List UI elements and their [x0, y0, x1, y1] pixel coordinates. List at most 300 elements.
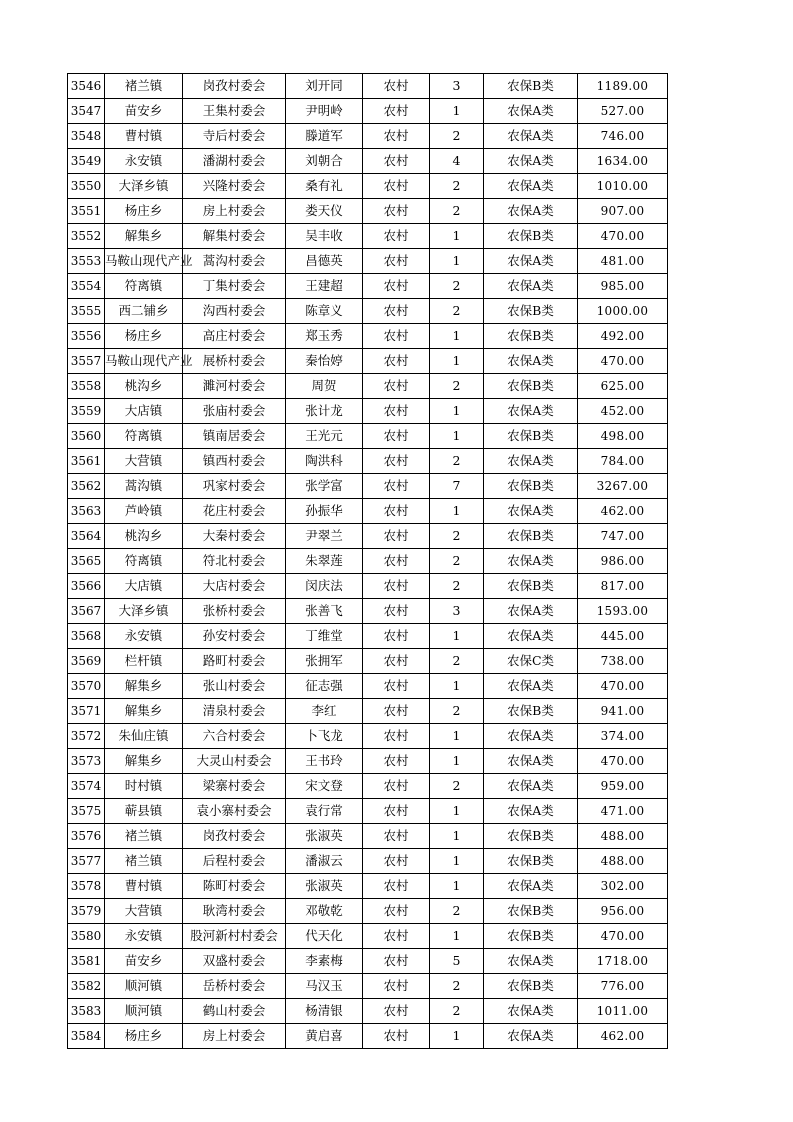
village-committee-cell: 鹤山村委会	[183, 999, 286, 1024]
amount-cell: 470.00	[578, 924, 668, 949]
person-name-cell: 丁维堂	[286, 624, 363, 649]
table-row	[68, 549, 668, 574]
person-name-cell: 娄天仪	[286, 199, 363, 224]
household-size-cell: 2	[430, 174, 484, 199]
area-type-cell: 农村	[363, 599, 430, 624]
village-committee-cell: 寺后村委会	[183, 124, 286, 149]
township-cell: 曹村镇	[105, 124, 183, 149]
table-row	[68, 974, 668, 999]
table-row	[68, 874, 668, 899]
insurance-category-cell: 农保B类	[484, 974, 578, 999]
insurance-category-cell: 农保A类	[484, 549, 578, 574]
row-number-cell: 3569	[68, 649, 105, 674]
roster-table	[67, 73, 668, 1049]
insurance-category-cell: 农保B类	[484, 474, 578, 499]
village-committee-cell: 沟西村委会	[183, 299, 286, 324]
township-cell: 褚兰镇	[105, 74, 183, 99]
township-cell: 大营镇	[105, 899, 183, 924]
area-type-cell: 农村	[363, 924, 430, 949]
amount-cell: 488.00	[578, 849, 668, 874]
township-cell: 芦岭镇	[105, 499, 183, 524]
table-row	[68, 999, 668, 1024]
amount-cell: 470.00	[578, 674, 668, 699]
village-committee-cell: 兴隆村委会	[183, 174, 286, 199]
table-row	[68, 574, 668, 599]
township-cell: 蕲县镇	[105, 799, 183, 824]
area-type-cell: 农村	[363, 774, 430, 799]
table-row	[68, 124, 668, 149]
table-row	[68, 399, 668, 424]
village-committee-cell: 蒿沟村委会	[183, 249, 286, 274]
village-committee-cell: 股河新村村委会	[183, 924, 286, 949]
amount-cell: 1718.00	[578, 949, 668, 974]
insurance-category-cell: 农保A类	[484, 749, 578, 774]
table-row	[68, 374, 668, 399]
township-cell: 马鞍山现代产业	[105, 249, 183, 274]
area-type-cell: 农村	[363, 199, 430, 224]
household-size-cell: 2	[430, 649, 484, 674]
insurance-category-cell: 农保A类	[484, 599, 578, 624]
area-type-cell: 农村	[363, 574, 430, 599]
row-number-cell: 3559	[68, 399, 105, 424]
table-row	[68, 824, 668, 849]
row-number-cell: 3567	[68, 599, 105, 624]
village-committee-cell: 高庄村委会	[183, 324, 286, 349]
insurance-category-cell: 农保A类	[484, 174, 578, 199]
amount-cell: 481.00	[578, 249, 668, 274]
area-type-cell: 农村	[363, 149, 430, 174]
village-committee-cell: 路町村委会	[183, 649, 286, 674]
village-committee-cell: 后程村委会	[183, 849, 286, 874]
township-cell: 永安镇	[105, 624, 183, 649]
township-cell: 朱仙庄镇	[105, 724, 183, 749]
table-row	[68, 849, 668, 874]
row-number-cell: 3566	[68, 574, 105, 599]
village-committee-cell: 潘湖村委会	[183, 149, 286, 174]
area-type-cell: 农村	[363, 374, 430, 399]
person-name-cell: 郑玉秀	[286, 324, 363, 349]
table-row	[68, 749, 668, 774]
person-name-cell: 张淑英	[286, 874, 363, 899]
area-type-cell: 农村	[363, 174, 430, 199]
township-cell: 曹村镇	[105, 874, 183, 899]
person-name-cell: 张计龙	[286, 399, 363, 424]
township-cell: 西二铺乡	[105, 299, 183, 324]
amount-cell: 784.00	[578, 449, 668, 474]
village-committee-cell: 濉河村委会	[183, 374, 286, 399]
person-name-cell: 代天化	[286, 924, 363, 949]
insurance-category-cell: 农保A类	[484, 199, 578, 224]
township-cell: 褚兰镇	[105, 824, 183, 849]
amount-cell: 941.00	[578, 699, 668, 724]
person-name-cell: 昌德英	[286, 249, 363, 274]
row-number-cell: 3553	[68, 249, 105, 274]
row-number-cell: 3577	[68, 849, 105, 874]
row-number-cell: 3582	[68, 974, 105, 999]
row-number-cell: 3583	[68, 999, 105, 1024]
household-size-cell: 2	[430, 549, 484, 574]
person-name-cell: 邓敬乾	[286, 899, 363, 924]
table-row	[68, 724, 668, 749]
row-number-cell: 3574	[68, 774, 105, 799]
township-cell: 栏杆镇	[105, 649, 183, 674]
insurance-category-cell: 农保B类	[484, 699, 578, 724]
insurance-category-cell: 农保B类	[484, 524, 578, 549]
area-type-cell: 农村	[363, 349, 430, 374]
village-committee-cell: 岗孜村委会	[183, 824, 286, 849]
township-cell: 符离镇	[105, 274, 183, 299]
village-committee-cell: 耿湾村委会	[183, 899, 286, 924]
insurance-category-cell: 农保A类	[484, 349, 578, 374]
village-committee-cell: 符北村委会	[183, 549, 286, 574]
insurance-category-cell: 农保C类	[484, 649, 578, 674]
amount-cell: 527.00	[578, 99, 668, 124]
insurance-category-cell: 农保B类	[484, 299, 578, 324]
row-number-cell: 3558	[68, 374, 105, 399]
amount-cell: 302.00	[578, 874, 668, 899]
row-number-cell: 3572	[68, 724, 105, 749]
person-name-cell: 李素梅	[286, 949, 363, 974]
village-committee-cell: 袁小寨村委会	[183, 799, 286, 824]
row-number-cell: 3571	[68, 699, 105, 724]
household-size-cell: 1	[430, 499, 484, 524]
area-type-cell: 农村	[363, 399, 430, 424]
person-name-cell: 王建超	[286, 274, 363, 299]
township-cell: 苗安乡	[105, 99, 183, 124]
household-size-cell: 1	[430, 849, 484, 874]
table-body	[68, 74, 668, 1049]
household-size-cell: 2	[430, 774, 484, 799]
township-cell: 符离镇	[105, 549, 183, 574]
household-size-cell: 2	[430, 124, 484, 149]
household-size-cell: 2	[430, 449, 484, 474]
amount-cell: 1593.00	[578, 599, 668, 624]
area-type-cell: 农村	[363, 999, 430, 1024]
row-number-cell: 3560	[68, 424, 105, 449]
amount-cell: 498.00	[578, 424, 668, 449]
household-size-cell: 1	[430, 1024, 484, 1049]
township-cell: 时村镇	[105, 774, 183, 799]
area-type-cell: 农村	[363, 824, 430, 849]
household-size-cell: 2	[430, 699, 484, 724]
township-cell: 解集乡	[105, 699, 183, 724]
person-name-cell: 王书玲	[286, 749, 363, 774]
township-cell: 桃沟乡	[105, 524, 183, 549]
household-size-cell: 1	[430, 624, 484, 649]
person-name-cell: 吴丰收	[286, 224, 363, 249]
table-row	[68, 599, 668, 624]
insurance-category-cell: 农保A类	[484, 274, 578, 299]
amount-cell: 471.00	[578, 799, 668, 824]
village-committee-cell: 张山村委会	[183, 674, 286, 699]
insurance-category-cell: 农保A类	[484, 949, 578, 974]
amount-cell: 462.00	[578, 1024, 668, 1049]
insurance-category-cell: 农保A类	[484, 1024, 578, 1049]
row-number-cell: 3550	[68, 174, 105, 199]
household-size-cell: 1	[430, 799, 484, 824]
person-name-cell: 袁行常	[286, 799, 363, 824]
amount-cell: 470.00	[578, 349, 668, 374]
amount-cell: 747.00	[578, 524, 668, 549]
township-cell: 大泽乡镇	[105, 174, 183, 199]
row-number-cell: 3575	[68, 799, 105, 824]
person-name-cell: 张拥军	[286, 649, 363, 674]
table-row	[68, 274, 668, 299]
village-committee-cell: 岗孜村委会	[183, 74, 286, 99]
household-size-cell: 2	[430, 899, 484, 924]
township-cell: 解集乡	[105, 674, 183, 699]
township-cell: 顺河镇	[105, 999, 183, 1024]
area-type-cell: 农村	[363, 424, 430, 449]
household-size-cell: 2	[430, 299, 484, 324]
township-cell: 大营镇	[105, 449, 183, 474]
row-number-cell: 3579	[68, 899, 105, 924]
person-name-cell: 潘淑云	[286, 849, 363, 874]
person-name-cell: 张善飞	[286, 599, 363, 624]
household-size-cell: 1	[430, 674, 484, 699]
insurance-category-cell: 农保A类	[484, 874, 578, 899]
household-size-cell: 2	[430, 374, 484, 399]
amount-cell: 1000.00	[578, 299, 668, 324]
insurance-category-cell: 农保A类	[484, 124, 578, 149]
township-cell: 解集乡	[105, 224, 183, 249]
village-committee-cell: 大灵山村委会	[183, 749, 286, 774]
insurance-category-cell: 农保B类	[484, 224, 578, 249]
amount-cell: 488.00	[578, 824, 668, 849]
village-committee-cell: 陈町村委会	[183, 874, 286, 899]
row-number-cell: 3580	[68, 924, 105, 949]
table-row	[68, 299, 668, 324]
village-committee-cell: 房上村委会	[183, 1024, 286, 1049]
household-size-cell: 1	[430, 349, 484, 374]
person-name-cell: 刘开同	[286, 74, 363, 99]
amount-cell: 738.00	[578, 649, 668, 674]
amount-cell: 374.00	[578, 724, 668, 749]
person-name-cell: 朱翠莲	[286, 549, 363, 574]
amount-cell: 985.00	[578, 274, 668, 299]
household-size-cell: 1	[430, 324, 484, 349]
person-name-cell: 桑有礼	[286, 174, 363, 199]
household-size-cell: 1	[430, 99, 484, 124]
person-name-cell: 卜飞龙	[286, 724, 363, 749]
person-name-cell: 秦怡婷	[286, 349, 363, 374]
village-committee-cell: 丁集村委会	[183, 274, 286, 299]
area-type-cell: 农村	[363, 474, 430, 499]
person-name-cell: 马汉玉	[286, 974, 363, 999]
person-name-cell: 宋文登	[286, 774, 363, 799]
row-number-cell: 3561	[68, 449, 105, 474]
household-size-cell: 2	[430, 199, 484, 224]
insurance-category-cell: 农保B类	[484, 849, 578, 874]
household-size-cell: 5	[430, 949, 484, 974]
area-type-cell: 农村	[363, 799, 430, 824]
insurance-category-cell: 农保A类	[484, 799, 578, 824]
table-row	[68, 224, 668, 249]
table-row	[68, 949, 668, 974]
row-number-cell: 3568	[68, 624, 105, 649]
amount-cell: 445.00	[578, 624, 668, 649]
row-number-cell: 3578	[68, 874, 105, 899]
person-name-cell: 闵庆法	[286, 574, 363, 599]
insurance-category-cell: 农保B类	[484, 374, 578, 399]
person-name-cell: 张淑英	[286, 824, 363, 849]
insurance-category-cell: 农保A类	[484, 999, 578, 1024]
table-row	[68, 649, 668, 674]
amount-cell: 470.00	[578, 749, 668, 774]
household-size-cell: 2	[430, 574, 484, 599]
village-committee-cell: 巩家村委会	[183, 474, 286, 499]
amount-cell: 907.00	[578, 199, 668, 224]
household-size-cell: 4	[430, 149, 484, 174]
insurance-category-cell: 农保B类	[484, 574, 578, 599]
insurance-category-cell: 农保B类	[484, 924, 578, 949]
person-name-cell: 刘朝合	[286, 149, 363, 174]
village-committee-cell: 镇南居委会	[183, 424, 286, 449]
insurance-category-cell: 农保A类	[484, 399, 578, 424]
household-size-cell: 1	[430, 249, 484, 274]
table-row	[68, 799, 668, 824]
village-committee-cell: 大秦村委会	[183, 524, 286, 549]
row-number-cell: 3573	[68, 749, 105, 774]
person-name-cell: 滕道军	[286, 124, 363, 149]
table-row	[68, 74, 668, 99]
table-row	[68, 424, 668, 449]
table-row	[68, 674, 668, 699]
township-cell: 杨庄乡	[105, 324, 183, 349]
insurance-category-cell: 农保A类	[484, 99, 578, 124]
area-type-cell: 农村	[363, 899, 430, 924]
person-name-cell: 征志强	[286, 674, 363, 699]
table-row	[68, 624, 668, 649]
insurance-category-cell: 农保A类	[484, 624, 578, 649]
village-committee-cell: 花庄村委会	[183, 499, 286, 524]
table-row	[68, 924, 668, 949]
amount-cell: 462.00	[578, 499, 668, 524]
area-type-cell: 农村	[363, 224, 430, 249]
village-committee-cell: 镇西村委会	[183, 449, 286, 474]
row-number-cell: 3549	[68, 149, 105, 174]
amount-cell: 817.00	[578, 574, 668, 599]
household-size-cell: 1	[430, 924, 484, 949]
table-row	[68, 699, 668, 724]
area-type-cell: 农村	[363, 324, 430, 349]
township-cell: 大店镇	[105, 574, 183, 599]
area-type-cell: 农村	[363, 674, 430, 699]
area-type-cell: 农村	[363, 849, 430, 874]
table-row	[68, 524, 668, 549]
row-number-cell: 3557	[68, 349, 105, 374]
area-type-cell: 农村	[363, 974, 430, 999]
household-size-cell: 2	[430, 274, 484, 299]
table-row	[68, 99, 668, 124]
township-cell: 解集乡	[105, 749, 183, 774]
insurance-category-cell: 农保A类	[484, 499, 578, 524]
amount-cell: 956.00	[578, 899, 668, 924]
area-type-cell: 农村	[363, 699, 430, 724]
household-size-cell: 3	[430, 599, 484, 624]
household-size-cell: 1	[430, 424, 484, 449]
village-committee-cell: 岳桥村委会	[183, 974, 286, 999]
row-number-cell: 3570	[68, 674, 105, 699]
amount-cell: 1011.00	[578, 999, 668, 1024]
amount-cell: 986.00	[578, 549, 668, 574]
area-type-cell: 农村	[363, 649, 430, 674]
row-number-cell: 3576	[68, 824, 105, 849]
insurance-category-cell: 农保B类	[484, 424, 578, 449]
village-committee-cell: 张庙村委会	[183, 399, 286, 424]
row-number-cell: 3564	[68, 524, 105, 549]
row-number-cell: 3552	[68, 224, 105, 249]
person-name-cell: 周贺	[286, 374, 363, 399]
household-size-cell: 1	[430, 724, 484, 749]
area-type-cell: 农村	[363, 449, 430, 474]
area-type-cell: 农村	[363, 99, 430, 124]
amount-cell: 492.00	[578, 324, 668, 349]
township-cell: 杨庄乡	[105, 199, 183, 224]
village-committee-cell: 六合村委会	[183, 724, 286, 749]
area-type-cell: 农村	[363, 1024, 430, 1049]
insurance-category-cell: 农保A类	[484, 449, 578, 474]
insurance-category-cell: 农保B类	[484, 324, 578, 349]
township-cell: 永安镇	[105, 149, 183, 174]
person-name-cell: 张学富	[286, 474, 363, 499]
amount-cell: 1010.00	[578, 174, 668, 199]
insurance-category-cell: 农保B类	[484, 74, 578, 99]
table-row	[68, 774, 668, 799]
household-size-cell: 1	[430, 399, 484, 424]
township-cell: 马鞍山现代产业	[105, 349, 183, 374]
table-row	[68, 174, 668, 199]
township-cell: 符离镇	[105, 424, 183, 449]
insurance-category-cell: 农保B类	[484, 899, 578, 924]
person-name-cell: 杨清银	[286, 999, 363, 1024]
row-number-cell: 3548	[68, 124, 105, 149]
table-row	[68, 199, 668, 224]
row-number-cell: 3581	[68, 949, 105, 974]
amount-cell: 452.00	[578, 399, 668, 424]
row-number-cell: 3584	[68, 1024, 105, 1049]
village-committee-cell: 双盛村委会	[183, 949, 286, 974]
amount-cell: 959.00	[578, 774, 668, 799]
amount-cell: 470.00	[578, 224, 668, 249]
row-number-cell: 3555	[68, 299, 105, 324]
township-cell: 苗安乡	[105, 949, 183, 974]
row-number-cell: 3556	[68, 324, 105, 349]
township-cell: 顺河镇	[105, 974, 183, 999]
village-committee-cell: 张桥村委会	[183, 599, 286, 624]
area-type-cell: 农村	[363, 624, 430, 649]
township-cell: 永安镇	[105, 924, 183, 949]
table-row	[68, 1024, 668, 1049]
insurance-category-cell: 农保B类	[484, 824, 578, 849]
township-cell: 杨庄乡	[105, 1024, 183, 1049]
person-name-cell: 王光元	[286, 424, 363, 449]
township-cell: 蒿沟镇	[105, 474, 183, 499]
household-size-cell: 7	[430, 474, 484, 499]
village-committee-cell: 王集村委会	[183, 99, 286, 124]
amount-cell: 1634.00	[578, 149, 668, 174]
person-name-cell: 尹翠兰	[286, 524, 363, 549]
area-type-cell: 农村	[363, 274, 430, 299]
village-committee-cell: 清泉村委会	[183, 699, 286, 724]
area-type-cell: 农村	[363, 499, 430, 524]
area-type-cell: 农村	[363, 874, 430, 899]
amount-cell: 3267.00	[578, 474, 668, 499]
table-row	[68, 324, 668, 349]
person-name-cell: 尹明岭	[286, 99, 363, 124]
table-row	[68, 499, 668, 524]
amount-cell: 1189.00	[578, 74, 668, 99]
